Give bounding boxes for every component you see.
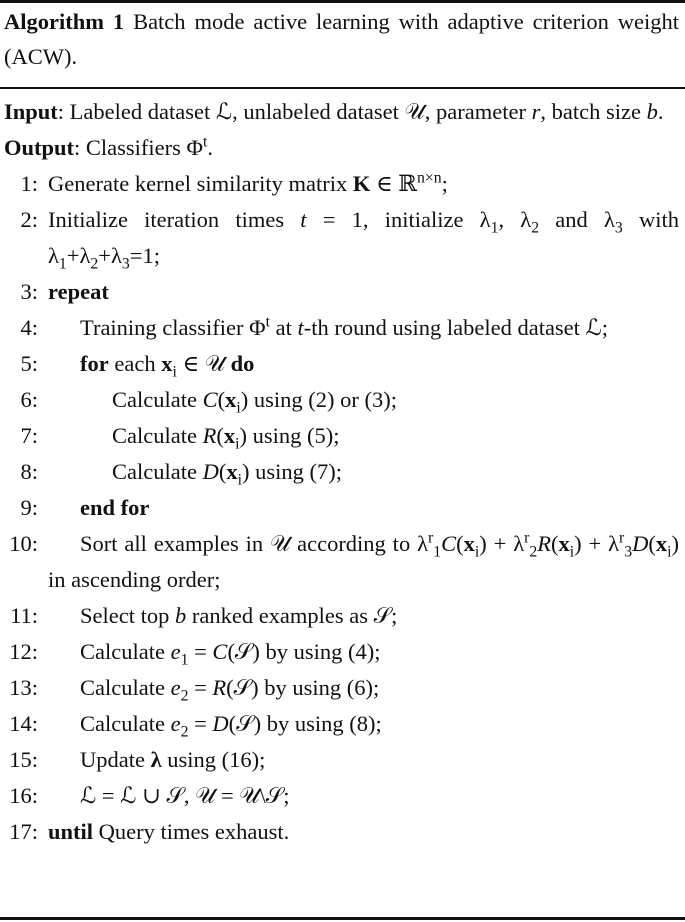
text-segment: x [226,459,238,484]
algorithm-line [4,706,679,742]
algorithm-line [4,166,679,202]
text-segment: i [235,435,240,453]
text-segment: using (16); [161,747,266,772]
text-segment: i [172,363,177,381]
line-number: 7: [20,423,38,448]
line-number: 4: [20,315,38,340]
line-number: 3: [20,279,38,304]
text-segment: i [237,471,242,489]
text-segment: end for [80,495,150,520]
text-segment: Calculate [80,711,171,736]
line-number: 5: [20,351,38,376]
algorithm-line [4,382,679,418]
text-segment: ( [216,423,224,448]
text-segment: K [352,171,371,196]
text-segment: ( [217,387,226,412]
line-number: 13: [9,675,38,700]
text-segment: ( [456,531,464,556]
text-segment: 2 [90,255,99,273]
text-segment: 1 [58,255,67,273]
text-segment: : Labeled dataset [57,99,216,124]
text-segment: b [174,603,187,628]
text-segment: x [223,423,236,448]
text-segment: i [236,399,241,417]
text-segment: Output [4,135,75,160]
text-segment: at [269,315,298,340]
output-line [4,130,679,166]
text-segment: 1 [490,219,499,237]
text-segment: (𝒮) by using (4); [227,639,381,664]
text-segment: =1; [129,243,160,268]
text-segment: ( [551,531,559,556]
text-segment: r [531,99,541,124]
algorithm-label: Algorithm 1 [4,9,125,34]
text-segment: Calculate [112,387,203,412]
text-segment: Calculate [80,675,171,700]
line-number: 17: [9,819,38,844]
algorithm-line [4,454,679,490]
text-segment: b [646,99,658,124]
text-segment: 1 [180,651,189,669]
text-segment: R [202,423,217,448]
text-segment: 2 [531,219,540,237]
text-segment: x [655,531,668,556]
text-segment: Input [4,99,58,124]
text-segment: Sort all examples in 𝒰 according to λ [80,531,428,556]
line-number: 9: [20,495,38,520]
text-segment: 2 [180,723,189,741]
algorithm-line [4,418,679,454]
algorithm-line [4,670,679,706]
text-segment: for [80,351,109,376]
text-segment: C [212,639,228,664]
line-number: 2: [20,207,38,232]
text-segment: +λ [66,243,91,268]
text-segment: . [657,99,664,124]
algorithm-line [4,526,679,598]
algorithm-line [4,310,679,346]
text-segment: ( [218,459,227,484]
text-segment: 3 [614,219,623,237]
algorithm-line [4,490,679,526]
text-segment: Select top [80,603,175,628]
top-rule [0,0,685,3]
text-segment: Calculate [112,459,203,484]
text-segment: (𝒮) by using (6); [226,675,380,700]
text-segment: e [170,639,181,664]
text-segment: do [230,351,255,376]
text-segment: C [441,531,457,556]
text-segment: i [667,543,672,561]
text-segment: ) + λ [479,531,525,556]
text-segment: , batch size [540,99,647,124]
text-segment: 1 [433,543,442,561]
input-line [4,94,679,130]
line-number: 1: [20,171,38,196]
text-segment: Calculate [112,423,203,448]
algorithm-body [4,94,679,850]
text-segment: ) using (2) or (3); [240,387,397,412]
text-segment: ranked examples as 𝒮; [186,603,398,628]
text-segment: ( [648,531,656,556]
text-segment: t [202,133,208,151]
text-segment: r [524,529,530,547]
text-segment: Training classifier Φ [80,315,266,340]
text-segment: ∈ ℝ [370,171,418,196]
text-segment: = [188,639,213,664]
text-segment: = [188,711,213,736]
text-segment: D [632,531,649,556]
text-segment: t [265,313,270,331]
line-number: 8: [20,459,38,484]
text-segment: with λ [48,207,679,268]
text-segment: until [48,819,94,844]
text-segment: R [212,675,227,700]
text-segment: = [188,675,213,700]
text-segment: ℒ = ℒ ∪ 𝒮, 𝒰 = 𝒰\𝒮; [80,783,290,808]
algorithm-line [4,778,679,814]
text-segment: r [427,529,434,547]
text-segment: 𝒰 [404,99,425,124]
caption-rule [0,87,685,89]
text-segment: (𝒮) by using (8); [228,711,382,736]
text-segment: 2 [180,687,189,705]
text-segment: , λ [498,207,532,232]
text-segment: D [212,711,229,736]
line-number: 6: [20,387,38,412]
text-segment: x [558,531,570,556]
line-number: 15: [9,747,38,772]
text-segment: t [300,207,307,232]
text-segment: Calculate [80,639,171,664]
text-segment: : Classifiers Φ [74,135,203,160]
text-segment: t [297,315,304,340]
algorithm-line [4,274,679,310]
text-segment: C [202,387,218,412]
algorithm-steps [4,166,679,850]
text-segment: ℒ [215,99,233,124]
text-segment: = 1, initialize λ [306,207,491,232]
text-segment: x [463,531,475,556]
text-segment: λ [150,747,162,772]
text-segment: -th round using labeled dataset ℒ; [303,315,609,340]
text-segment: each [108,351,162,376]
text-segment: i [569,543,575,561]
text-segment: repeat [48,279,109,304]
line-number: 16: [9,783,38,808]
text-segment: R [537,531,551,556]
text-segment: ) using (7); [241,459,342,484]
algorithm-title: Batch mode active learning with adaptive criterion weight (ACW). [4,9,679,69]
algorithm-line [4,598,679,634]
line-number: 11: [10,603,38,628]
text-segment: D [202,459,219,484]
text-segment: e [170,711,181,736]
text-segment: x [161,351,173,376]
text-segment: Generate kernel similarity matrix [48,171,353,196]
text-segment: 2 [529,543,538,561]
algorithm-caption [4,4,679,74]
text-segment: +λ [98,243,122,268]
text-segment: ∈ 𝒰 [176,351,231,376]
text-segment: ) + λ [574,531,619,556]
algorithm-line [4,814,679,850]
text-segment: , parameter [424,99,532,124]
text-segment: 3 [624,543,633,561]
text-segment: 3 [121,255,130,273]
algorithm-line [4,742,679,778]
line-number: 12: [9,639,38,664]
text-segment: , unlabeled dataset [232,99,405,124]
algorithm-line [4,634,679,670]
algorithm-line [4,202,679,274]
text-segment: ) in ascending order; [48,531,680,592]
text-segment: x [225,387,237,412]
text-segment: Update [80,747,151,772]
line-number: 14: [9,711,38,736]
bottom-rule [0,917,685,920]
text-segment: Initialize iteration times [48,207,301,232]
text-segment: n×n [417,169,442,187]
line-number: 10: [9,531,38,556]
text-segment: e [170,675,181,700]
text-segment: ) using (5); [239,423,340,448]
text-segment: ; [441,171,448,196]
text-segment: Query times exhaust. [93,819,290,844]
algorithm-line [4,346,679,382]
text-segment: i [474,543,480,561]
text-segment: r [619,529,625,547]
text-segment: and λ [539,207,615,232]
text-segment: . [207,135,213,160]
